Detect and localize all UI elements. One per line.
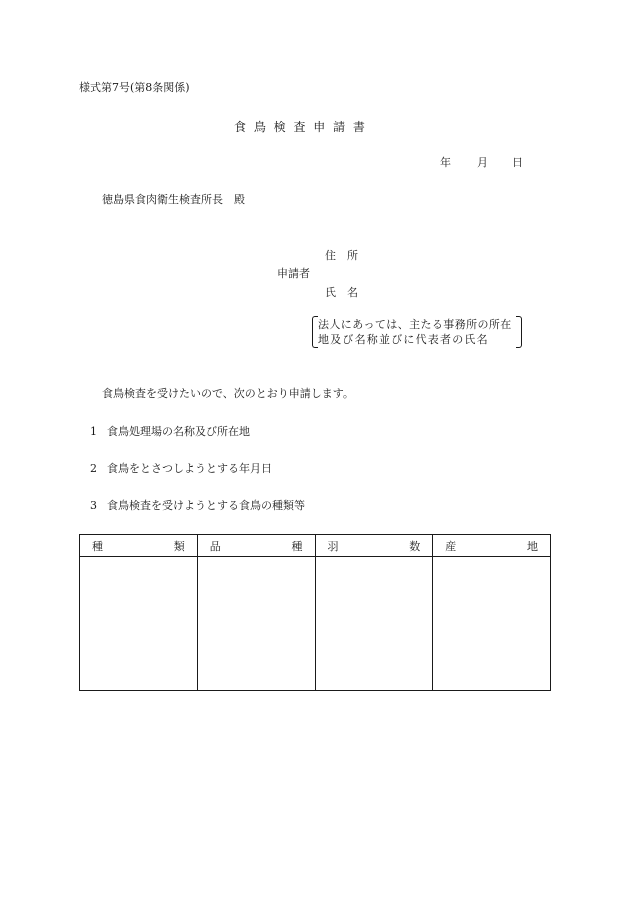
cell-origin[interactable] xyxy=(433,557,551,691)
name-label: 氏 名 xyxy=(325,286,358,299)
header-type: 種 類 xyxy=(80,535,198,557)
cell-breed[interactable] xyxy=(197,557,315,691)
cell-count[interactable] xyxy=(315,557,433,691)
corporate-note xyxy=(312,316,522,348)
date-day-label: 日 xyxy=(512,156,523,169)
header-origin: 産 地 xyxy=(433,535,551,557)
item-3 xyxy=(90,500,305,511)
document-title: 食 鳥 検 査 申 請 書 xyxy=(234,120,367,134)
item-number: 1 xyxy=(90,425,97,438)
item-number: 3 xyxy=(90,499,97,512)
item-1 xyxy=(90,426,250,437)
header-breed: 品 種 xyxy=(197,535,315,557)
corporate-note-line1: 法人にあっては、主たる事務所の所在 xyxy=(318,318,512,331)
table-row xyxy=(80,557,551,691)
bird-type-table xyxy=(79,534,551,691)
item-2 xyxy=(90,463,272,474)
right-bracket xyxy=(516,316,522,348)
item-text: 食鳥検査を受けようとする食鳥の種類等 xyxy=(107,499,305,512)
item-text: 食鳥をとさつしようとする年月日 xyxy=(107,462,272,475)
item-number: 2 xyxy=(90,462,97,475)
date-year-label: 年 xyxy=(440,156,451,169)
item-text: 食鳥処理場の名称及び所在地 xyxy=(107,425,250,438)
date-month-label: 月 xyxy=(477,156,488,169)
corporate-note-line2: 地及び名称並びに代表者の氏名 xyxy=(318,333,489,346)
address-label: 住 所 xyxy=(325,249,358,262)
header-count: 羽 数 xyxy=(315,535,433,557)
body-text: 食鳥検査を受けたいので、次のとおり申請します。 xyxy=(102,387,354,400)
form-number: 様式第7号(第8条関係) xyxy=(79,81,190,94)
addressee: 徳島県食肉衛生検査所長 殿 xyxy=(102,193,245,206)
table-header-row xyxy=(80,535,551,557)
cell-type[interactable] xyxy=(80,557,198,691)
applicant-label: 申請者 xyxy=(277,267,310,280)
